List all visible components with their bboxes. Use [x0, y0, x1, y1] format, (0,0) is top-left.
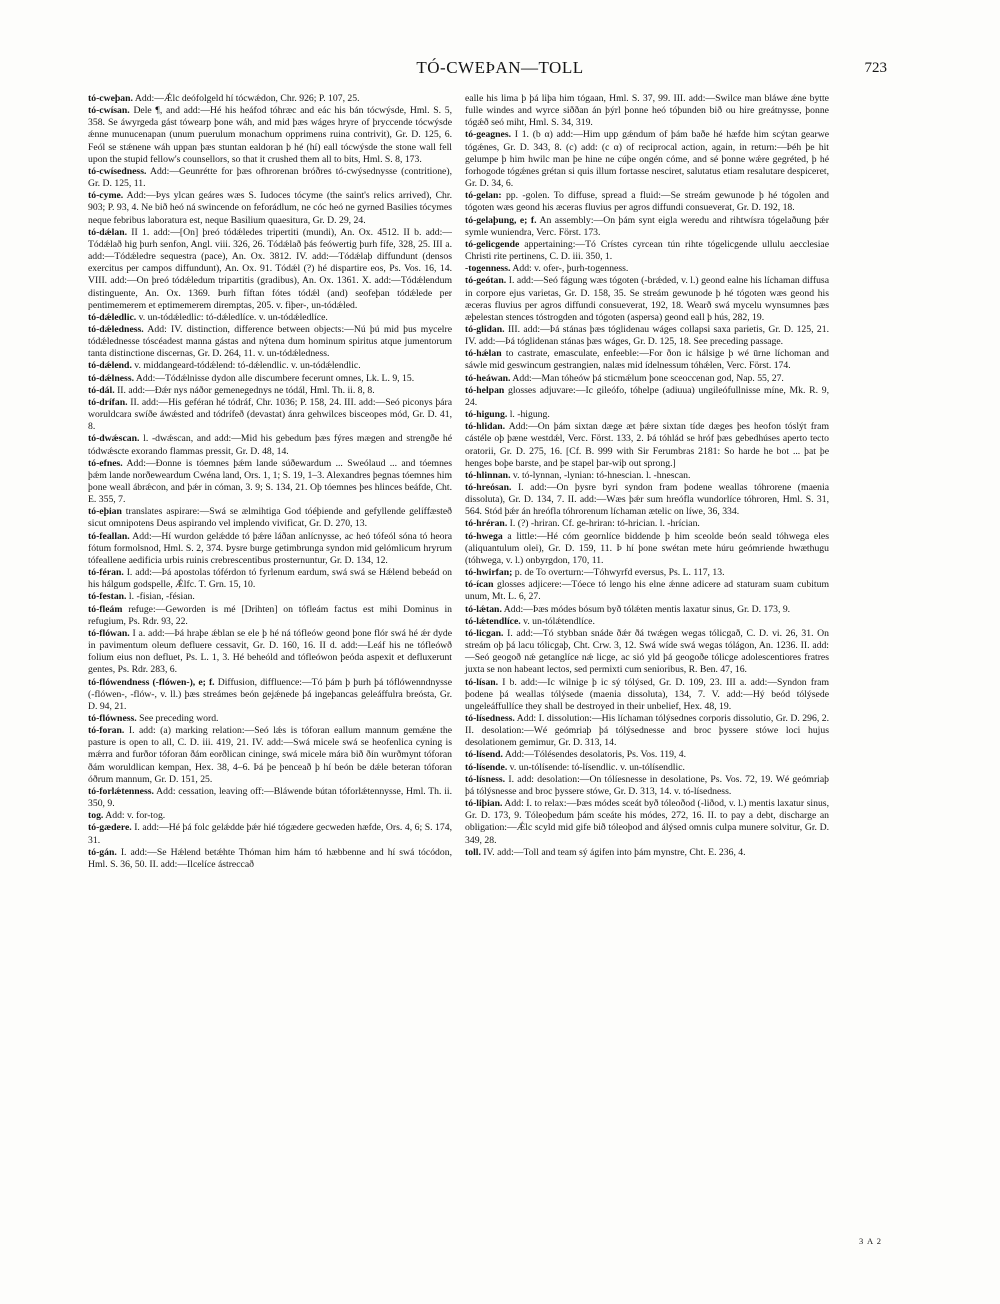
entry-text: I. (?) -hriran. Cf. ge-hriran: tó-hrician. l. -hrícian.	[509, 518, 700, 530]
entry-text: I. add:—Hé þá folc gelǽdde þǽr hié tógædere gecweden hæfde, Ors. 4, 6; S. 174, 31.	[88, 822, 452, 846]
entry-headword: tó-gelicgende	[465, 238, 520, 250]
dictionary-entry	[465, 774, 829, 798]
entry-text: Add:—Man tóheów þá sticmǽlum þone sceoccenan god, Nap. 55, 27.	[512, 372, 784, 384]
entry-headword: tó-lísan.	[465, 676, 499, 688]
dictionary-entry	[88, 93, 452, 105]
entry-text: II. add:—Ðǽr nys náðor gemenegednys ne tódál, Hml. Th. ii. 8, 8.	[117, 384, 375, 396]
entry-text: Add:—Tódǽlnisse dydon alle discumbere fecerunt omnes, Lk. L. 9, 15.	[135, 372, 415, 384]
entry-headword: tó-féran.	[88, 567, 124, 579]
entry-text: I. add: (a) marking relation:—Seó lǽs is tóforan eallum mannum gemǽne the pasture is open to all, C. D. iii. 419, 21. IV. add:—Swá micele swá se heofenlica cyning is mǽrra and furðor tóforan ðám eorðlican cininge, swá micele mára bið ðín wurðmynt tóforan ðám woruldlican kempan, Hex. 38, 4–6. Þá þe þenceað þ hí beón be dǽle beteran tóforan óðrum mannum, Gr. D. 151, 25.	[88, 725, 453, 785]
dictionary-entry	[465, 385, 829, 409]
dictionary-entry	[465, 348, 829, 372]
dictionary-entry	[465, 798, 829, 847]
entry-text: III. add:—Þá stánas þæs tóglidenau wáges collapsi saxa parietis, Gr. D. 125, 21. IV. add:—Þá tóglidenan stánas þæs wáges, Gr. D. 125, 18. See preceding passage.	[465, 323, 829, 348]
entry-headword: tó-flówan.	[88, 627, 130, 639]
entry-headword: tó-heáwan.	[465, 372, 511, 384]
entry-headword: tó-cweþan.	[88, 93, 133, 104]
entry-text: IV. add:—Toll and team sý ágifen into þám mynstre, Cht. E. 236, 4.	[483, 846, 746, 858]
entry-headword: tó-hlidan.	[465, 421, 506, 433]
signature-mark: 3 A 2	[859, 1236, 882, 1246]
dictionary-entry	[465, 531, 829, 567]
right-column	[465, 93, 829, 859]
entry-headword: tó-feallan.	[88, 530, 130, 542]
entry-text: glosses adjicere:—Tóece tó lengo his elne ǽnne adicere ad staturam suam cubitum unum, Mt. L. 6, 27.	[465, 579, 829, 603]
entry-text: I a. add:—Þá hraþe ǽblan se ele þ hé ná tófleów geond þone flór swá hé ǽr dyde in pavimentum oleum defluere cessavit, Gr. D. 160, 16. II d. add:—Leáf his ne tófleówð folium eius non defluet, Ps. L. 1, 3. Hé beheóld and tófleówon þeóda aspexit et defluxerunt gentes, Ps. Rdr. 283, 6.	[88, 627, 452, 676]
entry-headword: -togenness.	[465, 263, 511, 275]
entry-text: I. add: desolation:—On tólíesnesse in desolatione, Ps. Vos. 72, 19. Wé geómriaþ þá tólýsnesse and broc þyssere stówe, Gr. D. 313, 14. v. tó-lísedness.	[465, 773, 830, 797]
dictionary-entry	[465, 421, 829, 470]
dictionary-entry	[465, 628, 829, 677]
entry-headword: tó-hǽlan	[465, 348, 502, 360]
entry-text: Add: IV. distinction, difference between objects:—Nú þú mid þus mycelre tódǽlednesse tóscéadest manna gástas and nýtena dum hominum spiritus atque jumentorum tanta distinctione discernas, Gr. D. 264, 11. v. un-tódǽledness.	[88, 323, 452, 360]
entry-text: v. un-tódǽledlic: tó-dǽledlíce. v. un-tódǽledlíce.	[138, 311, 328, 323]
dictionary-entry	[88, 373, 452, 385]
entry-text: v. middangeard-tódǽlend: tó-dǽlendlic. v. un-tódǽlendlic.	[134, 360, 361, 372]
dictionary-entry	[465, 470, 829, 482]
entry-headword: tó-dál.	[88, 384, 115, 396]
entry-headword: tó-gædere.	[88, 822, 132, 834]
entry-headword: tó-efnes.	[88, 457, 123, 469]
dictionary-entry	[465, 749, 829, 761]
page-number: 723	[864, 60, 887, 76]
dictionary-entry	[88, 786, 452, 810]
dictionary-entry	[465, 129, 829, 190]
dictionary-entry	[88, 385, 452, 397]
dictionary-entry	[465, 93, 829, 129]
running-head: TÓ-CWEÞAN—TOLL	[416, 58, 584, 77]
entry-text: Add:—Hí wurdon gelǽdde tó þǽre láðan anlícnysse, ac heó tófeól sóna tó heora fótum formolsnod, Hml. S. 2, 374. Þysre burge getimbrunga syndon mid gelómlicum hryrum tófeallene aedificia urbis ruinis crebrescentibus prosternuntur, Gr. D. 134, 12.	[88, 530, 453, 566]
entry-headword: tó-fleám	[88, 603, 123, 615]
entry-headword: toll.	[465, 846, 481, 858]
dictionary-entry	[465, 275, 829, 324]
entry-text: II. add:—His geféran hé tódráf, Chr. 1036; P. 158, 24. III. add:—Seó piconys þára woruldcara swíðe áwǽsted and tódrífeð (devastat) ánra gehwilces bisceopes mód, Gr. D. 41, 8.	[88, 396, 452, 433]
entry-text: Add: I. dissolution:—His líchaman tólýsednes corporis dissolutio, Gr. D. 296, 2. II. desolation:—Wé geómriaþ þá tólýsednesse and broc þyssere stówe loci hujus desolationem gemimur, Gr. D. 313, 14.	[465, 712, 829, 749]
entry-text: I. add:—Tó stybban snáde ðǽr ðá twǽgen wegas tólicgað, C. D. vi. 26, 31. On streám oþ þá lacu tólicgaþ, Cht. Crw. 3, 12. Swá wíde swá wegas tólágon, An. 1236. II. add:—Seó geogoð nǽ getanglíce nǽ licge, ac sió yld þá geogoðe tólicge adolescentiores fratres juxta se non habeant lectos, sed permixti cum senioribus, R. Ben. 47, 16.	[465, 627, 829, 676]
entry-headword: tó-hréran.	[465, 518, 508, 530]
dictionary-entry	[88, 190, 452, 226]
dictionary-entry	[88, 458, 452, 507]
dictionary-entry	[465, 579, 829, 603]
dictionary-entry	[88, 567, 452, 591]
entry-text: v. un-tólísende: tó-lísendlic. v. un-tólísendlic.	[509, 761, 685, 773]
entry-text: ealle his lima þ þá liþa him tógaan, Hml. S. 37, 99. III. add:—Swilce man bláwe ǽne bytte fulle windes and wyrce siððan án þýrl þonne heó tóþunden bið ou hire greátnysse, þonne tógǽð seó miht, Hml. S. 34, 319.	[465, 93, 829, 129]
entry-headword: tó-flówendness (-flówen-), e; f.	[88, 676, 215, 688]
entry-text: l. -dwǽscan, and add:—Mid his gebedum þæs fýres mægen and strengðe hé tódwǽscte exorando flammas pressit, Gr. D. 48, 14.	[88, 433, 452, 457]
entry-text: glosses adjuvare:—Ic gileófo, tóhelpe (adiuua) ungileófullnisse míne, Mk. R. 9, 24.	[465, 384, 829, 408]
entry-headword: tó-forlǽtenness.	[88, 785, 154, 797]
dictionary-entry	[465, 677, 829, 713]
entry-text: Add:—Þæs módes bósum byð tólǽten mentis laxatur sinus, Gr. D. 173, 9.	[503, 603, 791, 615]
dictionary-entry	[88, 591, 452, 603]
entry-headword: tó-dǽledlic.	[88, 311, 137, 323]
dictionary-entry	[465, 604, 829, 616]
entry-text: I. add:—Se Hǽlend betǽhte Thóman him hám tó hæbbenne and hí swá tócódon, Hml. S. 36, 50. II. add:—Ilcelíce ástreccað	[88, 846, 452, 870]
entry-headword: tó-flówness.	[88, 712, 137, 724]
entry-text: l. -higung.	[509, 409, 550, 421]
entry-headword: tó-hreósan.	[465, 482, 512, 493]
dictionary-entry	[88, 312, 452, 324]
dictionary-entry	[465, 409, 829, 421]
dictionary-entry	[465, 373, 829, 385]
entry-text: I. add:—On þysre byri syndon fram þodene weallas tóhrorene (maenia dissoluta), Gr. D. 134, 7. II. add:—Wæs þǽr sum hreófla wundorlíce tóhroren, Hml. S. 31, 564. Stód þǽr án hreófla tóhrorenum líchaman ætelic on líwe, 36, 334.	[465, 482, 829, 518]
entry-headword: tó-gán.	[88, 846, 117, 858]
dictionary-entry	[88, 725, 452, 786]
dictionary-entry	[88, 628, 452, 677]
dictionary-entry	[88, 677, 452, 713]
dictionary-entry	[465, 263, 829, 275]
entry-text: l. -fisian, -fésian.	[128, 591, 195, 603]
entry-headword: tó-gelan:	[465, 190, 502, 202]
entry-headword: tó-lísende.	[465, 761, 508, 773]
entry-text: a little:—Hé cóm geornlíce biddende þ him sceolde beón seald tóhwega eles (aliquantulum olei), Gr. D. 159, 11. Þ hí þone swétan mete húru geómriende hwæthugu (tóhwega, v. l.) onbyrgdon, 170, 11.	[465, 530, 829, 566]
entry-headword: tó-lísedness.	[465, 712, 515, 724]
entry-headword: tó-hwega	[465, 530, 503, 542]
entry-text: Add: v. for-tog.	[105, 810, 166, 822]
entry-headword: tó-dǽlend.	[88, 360, 132, 372]
entry-headword: tó-dǽledness.	[88, 323, 144, 335]
dictionary-entry	[88, 360, 452, 372]
entry-text: Add:—Geunrétte for þæs ofhrorenan bróðres tó-cwýsednysse (contritione), Gr. D. 125, 11.	[88, 165, 452, 190]
entry-text: Add:—Ðonne is tóemnes þǽm lande súðewardum ... Sweólaud ... and tóemnes þǽm lande norðeweardum Cwéna land, Ors. 1, 1; S. 19, 1–3. Alexandres þegnas tóemnes him þone weall ábrǽcon, and þǽr in cóman, 3. 9; S. 134, 21. Oþ tóemnes þes hlinces beáfde, Cht. E. 355, 7.	[88, 457, 453, 506]
dictionary-entry	[88, 324, 452, 360]
entry-headword: tó-ícan	[465, 579, 494, 591]
entry-text: Diffusion, diffluence:—Tó þám þ þurh þá tóflówenndnysse (-flówen-, -flów-, v. ll.) þæs streámes beón gejǽnede þá ingeþancas geleáffulra breósta, Gr. D. 94, 21.	[88, 676, 453, 712]
entry-text: I. add:—Seó fágung wæs tógoten (-brǽded, v. l.) geond ealne his líchaman diffusa in corpore ejus varietas, Gr. D. 158, 35. Se streám gewunode þ hé tógoten wæs geond his æceras fluvius per agros diffundi consueverat, 192, 18. Wearð swá mycelu wynsumnes þæs æþelestan stences tóstrogden and tógoten (aspersa) geond eall þ hús, 282, 19.	[465, 275, 829, 323]
entry-text: p. de To overturn:—Tóhwyrfd eversus, Ps. L. 117, 13.	[514, 567, 725, 579]
dictionary-entry	[465, 713, 829, 749]
entry-text: I b. add:—Ic wilnige þ ic sý tólýsed, Gr. D. 109, 23. III a. add:—Syndon fram þodene þá weallas tólýsede (maenia dissoluta), 134, 7. V. add:—Hý beód tólýsede ungeleáffullíce they shall be destroyed in their unbelief, Hex. 48, 19.	[465, 676, 830, 712]
entry-text: appertaining:—Tó Crístes cyrcean tún rihte tógelicgende ullulu aecclesiae Christi rite pertinens, C. D. iii. 350, 1.	[465, 238, 829, 263]
entry-text: Add:—Ǽlc deófolgeld hí tócwǽdon, Chr. 926; P. 107, 25.	[134, 93, 360, 104]
entry-headword: tó-higung.	[465, 409, 508, 421]
dictionary-entry	[465, 616, 829, 628]
entry-headword: tó-licgan.	[465, 627, 504, 639]
entry-headword: tó-lǽtendlíce.	[465, 615, 521, 627]
dictionary-entry	[88, 433, 452, 457]
entry-text: Add: cessation, leaving off:—Bláwende bútan tóforlǽtennysse, Hml. Th. ii. 350, 9.	[88, 785, 453, 810]
entry-headword: tó-lǽtan.	[465, 603, 502, 615]
entry-headword: tó-foran.	[88, 725, 125, 737]
entry-headword: tó-dǽlness.	[88, 372, 135, 384]
entry-headword: tó-geótan.	[465, 275, 507, 287]
entry-headword: tó-dǽlan.	[88, 226, 128, 238]
entry-headword: tó-cwísedness.	[88, 165, 147, 177]
entry-headword: tó-dwǽscan.	[88, 433, 140, 445]
dictionary-entry	[88, 713, 452, 725]
entry-text: II 1. add:—[On] þreó tódǽledes tripertiti (mundi), An. Ox. 4512. II b. add:—Tódǽlað hig þurh senfon, Angl. viii. 326, 26. Tódǽlað þás feówertig þurh fífe, 328, 25. III a. add:—Tódǽledre sequestra (pace), An. Ox. 3812. IV. add:—Tódǽlaþ diffundunt (densos exercitus per campos diffundunt), An. Ox. 91. Tódǽl (?) hé dispartire eos, Ps. Vos. 16, 14. VIII. add:—On þreó tódǽledum tripartitis (gradibus), An. Ox. 1361. X. add:—Tódǽlendum distinguente, An. Ox. 1369. Þurh fíftan fótes tódǽl (and) seofeþan tódǽlede per pentimemerem et eptimemerem diremptas, 205. v. fiþer-, un-tódǽled.	[88, 226, 452, 311]
entry-text: I 1. (b α) add:—Him upp gǽndum of þám baðe hé hæfde him scýtan gearwe tógǽnes, Gr. D. 343, 8. (c) add: (c α) of reciprocal action, again, in return:—Þéh þe hit gelumpe þ him hwilc man þe hine ne cúþe ongén cóme, and sé þonne wǽre gegréted, þ hé forhogode tógǽnes grétan si quis illum fortasse nesciret, salutatus etiam resalutare despiceret, Gr. D. 34, 6.	[465, 129, 829, 190]
dictionary-entry	[88, 604, 452, 628]
entry-headword: tó-hlinnan.	[465, 469, 511, 481]
entry-headword: tog.	[88, 810, 104, 822]
entry-headword: tó-cyme.	[88, 190, 124, 202]
entry-text: refuge:—Geworden is mé [Drihten] on tófleám factus est mihi Dominus in refugium, Ps. Rdr. 93, 22.	[88, 603, 452, 627]
entry-text: Add:—On þám sixtan dæge æt þǽre sixtan tíde dæges þes heofon tóslýt fram cástéle oþ þæne westdǽl, Verc. Först. 133, 2. Þá tóhlád se hróf þæs gebedhúses aperto tecto oratorii, Gr. D. 275, 16. [Cf. B. 999 with Sir Ferumbras 2181: So harde he bot ... þat þe henges boþe barste, and þe stapel þar-wiþ out sprong.]	[465, 421, 829, 469]
dictionary-entry	[465, 567, 829, 579]
entry-text: Dele ¶, and add:—Hé his heáfod tóhræc and eác his bán tócwýsde, Hml. S. 5, 358. Se áwyrgeda gást tówearp þone wáh, and mid þæs wáges hryre of þryccende tócwýsde ǽnne munucenapan (unum puerulum monachum opprimens ruina contrivit), Gr. D. 125, 6. Feól se stǽnene wáh uppan þæs stuntan ealdoran þ hé (hí) eall tócwýsde the stone wall fell upon the stupid fellow's counsellors, so that it crushed them all to bits, Hml. S. 8, 173.	[88, 105, 453, 165]
dictionary-entry	[465, 324, 829, 348]
left-column	[88, 93, 452, 871]
entry-text: Add: v. ofer-, þurh-togenness.	[512, 263, 629, 275]
entry-headword: tó-lísend.	[465, 749, 503, 761]
dictionary-entry	[465, 239, 829, 263]
entry-text: Add:—Þys ylcan geáres wæs S. Iudoces tócyme (the saint's relics arrived), Chr. 903; P. 93, 4. Ne bið heó ná swincende on feforádlum, ne cóc heó ne gyrned Basilies tócymes neque febribus laboratura est, neque Basilium quaesitura, Gr. D. 29, 24.	[88, 190, 452, 226]
entry-text: v. un-tólǽtendlíce.	[523, 615, 595, 627]
dictionary-entry	[465, 762, 829, 774]
dictionary-entry	[465, 215, 829, 239]
dictionary-entry	[88, 105, 452, 166]
dictionary-entry	[88, 166, 452, 190]
dictionary-entry	[88, 397, 452, 433]
entry-headword: tó-festan.	[88, 591, 127, 603]
entry-text: pp. -golen. To diffuse, spread a fluid:—Se streám gewunode þ hé tógolen and tógoten wæs geond his æceras fluvius per agros diffundi consueverat, Gr. D. 192, 18.	[465, 190, 829, 214]
entry-headword: tó-gelaþung, e; f.	[465, 214, 537, 226]
entry-headword: tó-cwísan.	[88, 105, 130, 117]
dictionary-entry	[88, 227, 452, 312]
entry-text: I. add:—Þá apostolas tóférdon tó fyrlenum eardum, swá swá se Hǽlend bebeád on his hálgum godspelle, Ǽlfc. T. Grn. 15, 10.	[88, 567, 453, 591]
dictionary-entry	[88, 810, 452, 822]
dictionary-entry	[88, 506, 452, 530]
entry-text: translates aspirare:—Swá se ælmihtiga God tóéþiende and gefyllende gelíffæsteð sicut omnipotens Deus aspirando vel implendo vivificat, Gr. D. 270, 13.	[88, 506, 452, 530]
dictionary-entry	[88, 822, 452, 846]
entry-headword: tó-helpan	[465, 384, 505, 396]
entry-headword: tó-lísness.	[465, 773, 506, 785]
entry-text: Add: I. to relax:—Þæs módes sceát byð tóleoðod (-liðod, v. l.) mentis laxatur sinus, Gr. D. 173, 9. Tóleoþedum þám sceáte his módes, 272, 16. II. to pay a debt, discharge an obligation:—Ǽlc scyld mid gife bið tóleoþod and álýsed omnis culpa munere solvitur, Gr. D. 349, 28.	[465, 798, 829, 846]
entry-headword: tó-geagnes.	[465, 129, 512, 141]
dictionary-entry	[465, 518, 829, 530]
dictionary-entry	[88, 531, 452, 567]
entry-headword: tó-glidan.	[465, 323, 505, 335]
entry-text: An assembly:—On þám synt eigla weredu and rihtwísra tógelaðung þǽr symle wuniendra, Verc. Först. 173.	[465, 214, 829, 238]
entry-text: See preceding word.	[139, 712, 219, 724]
dictionary-entry	[465, 190, 829, 214]
entry-headword: tó-hwirfan;	[465, 567, 513, 579]
entry-text: Add:—Tólésendes desolatoris, Ps. Vos. 119, 4.	[504, 749, 687, 761]
entry-text: v. tó-lynnan, -lynian: tó-hnescian. l. -hnescan.	[512, 469, 691, 481]
entry-headword: tó-drífan.	[88, 396, 128, 408]
dictionary-entry	[465, 847, 829, 859]
entry-headword: tó-eþian	[88, 506, 122, 518]
dictionary-entry	[88, 847, 452, 871]
dictionary-entry	[465, 482, 829, 518]
entry-headword: tó-liþian.	[465, 798, 503, 810]
entry-text: to castrate, emasculate, enfeeble:—For ðon ic hálsige þ wé ūrne líchoman and sáwle mid geswincum gestrangien, nalæs mid ídelnessum tóhǽlen, Verc. Först. 174.	[465, 348, 830, 372]
